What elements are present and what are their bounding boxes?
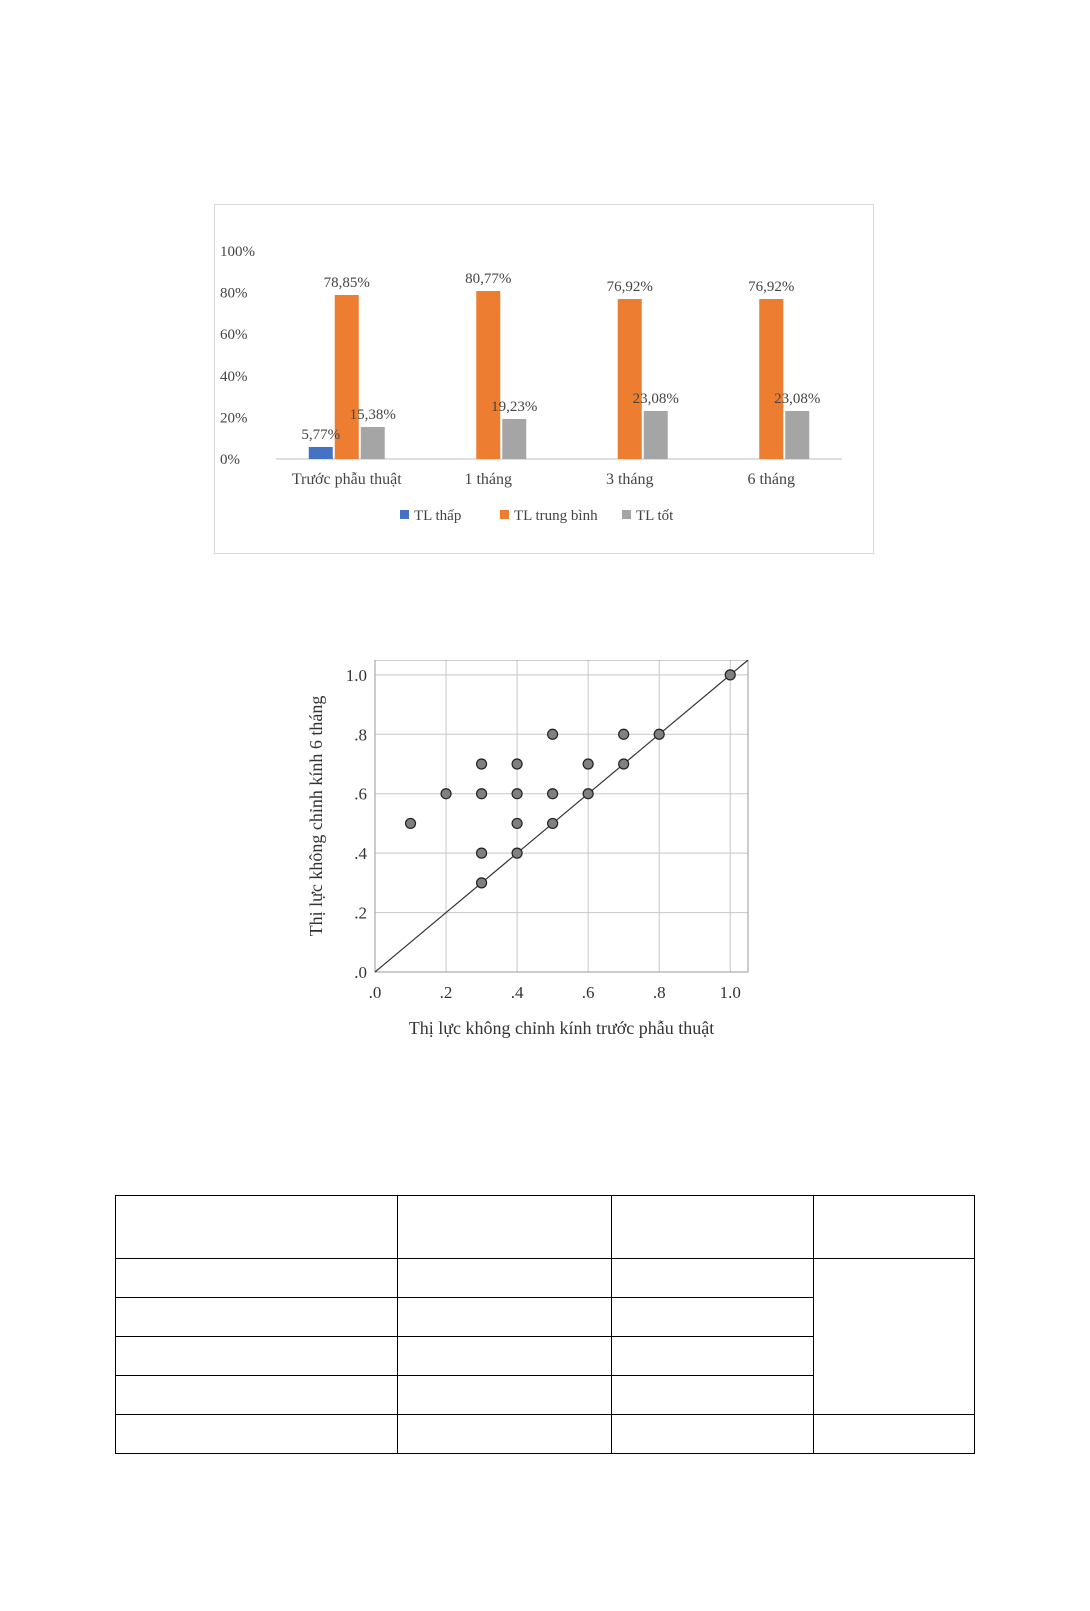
bar-data-label: 15,38% xyxy=(349,407,396,424)
bar xyxy=(361,427,385,459)
scatter-point xyxy=(512,789,522,799)
scatter-x-tick-label: .6 xyxy=(581,983,595,1002)
table-cell xyxy=(116,1337,398,1376)
table-cell xyxy=(612,1415,814,1454)
scatter-point xyxy=(477,789,487,799)
scatter-point xyxy=(512,759,522,769)
bar xyxy=(785,411,809,459)
scatter-x-tick-label: 1.0 xyxy=(719,983,741,1002)
legend-swatch xyxy=(400,510,409,519)
bar xyxy=(759,299,783,459)
scatter-point xyxy=(619,759,629,769)
scatter-x-tick-label: .8 xyxy=(652,983,666,1002)
scatter-point xyxy=(512,848,522,858)
scatter-point xyxy=(477,848,487,858)
legend-label: TL trung bình xyxy=(514,508,598,524)
scatter-y-tick-label: .4 xyxy=(354,844,367,864)
scatter-x-tick-label: .4 xyxy=(510,983,524,1002)
bar-y-tick-label: 100% xyxy=(220,244,255,260)
bar-y-tick-label: 20% xyxy=(220,410,248,427)
table-row xyxy=(116,1415,975,1454)
scatter-point xyxy=(477,759,487,769)
bar-x-tick-label: 3 tháng xyxy=(605,471,654,488)
data-table xyxy=(115,1195,975,1454)
table-cell xyxy=(116,1259,398,1298)
bar-data-label: 19,23% xyxy=(491,399,538,416)
legend-swatch xyxy=(500,510,509,519)
table-cell xyxy=(398,1415,612,1454)
table-cell xyxy=(612,1337,814,1376)
bar-data-label: 23,08% xyxy=(774,390,821,407)
scatter-y-tick-label: .2 xyxy=(354,903,367,923)
table-cell xyxy=(612,1259,814,1298)
table-cell xyxy=(116,1415,398,1454)
scatter-point xyxy=(725,670,735,680)
bar-y-tick-label: 0% xyxy=(220,452,240,468)
scatter-point xyxy=(619,729,629,739)
bar xyxy=(309,447,333,459)
scatter-point xyxy=(406,818,416,828)
table-row xyxy=(116,1259,975,1298)
bar-x-tick-label: 1 tháng xyxy=(464,471,513,488)
legend-label: TL tốt xyxy=(636,508,674,524)
table-cell xyxy=(814,1415,975,1454)
scatter-x-axis-label: Thị lực không chỉnh kính trước phẫu thuật xyxy=(408,1018,715,1038)
table-header-row xyxy=(116,1196,975,1259)
table-cell-merged xyxy=(814,1259,975,1415)
bar-y-tick-label: 80% xyxy=(220,285,248,302)
bar-data-label: 78,85% xyxy=(323,274,370,291)
table-cell xyxy=(398,1298,612,1337)
bar-data-label: 5,77% xyxy=(301,426,341,443)
scatter-point xyxy=(583,789,593,799)
table-cell xyxy=(612,1196,814,1259)
scatter-point xyxy=(512,818,522,828)
table-cell xyxy=(398,1196,612,1259)
scatter-point xyxy=(654,729,664,739)
bar xyxy=(502,419,526,459)
scatter-y-tick-label: .8 xyxy=(354,725,367,745)
bar-y-tick-label: 60% xyxy=(220,327,248,344)
scatter-x-tick-label: .0 xyxy=(368,983,382,1002)
scatter-point xyxy=(441,789,451,799)
bar-data-label: 80,77% xyxy=(465,270,512,287)
table-cell xyxy=(116,1376,398,1415)
scatter-point xyxy=(548,729,558,739)
scatter-y-tick-label: .6 xyxy=(354,784,367,804)
bar-x-tick-label: 6 tháng xyxy=(747,471,796,488)
scatter-point xyxy=(548,818,558,828)
bar-x-tick-label: Trước phẫu thuật xyxy=(291,471,402,488)
scatter-point xyxy=(583,759,593,769)
table-cell xyxy=(116,1196,398,1259)
table-cell xyxy=(398,1337,612,1376)
scatter-point xyxy=(477,878,487,888)
bar xyxy=(476,291,500,459)
table-cell xyxy=(814,1196,975,1259)
bar-data-label: 23,08% xyxy=(632,390,679,407)
scatter-y-tick-label: 1.0 xyxy=(345,665,367,685)
table-cell xyxy=(116,1298,398,1337)
scatter-y-tick-label: .0 xyxy=(354,963,367,982)
legend-swatch xyxy=(622,510,631,519)
bar xyxy=(644,411,668,459)
bar-y-tick-label: 40% xyxy=(220,368,248,385)
scatter-chart xyxy=(300,660,780,1070)
bar-data-label: 76,92% xyxy=(748,279,795,296)
bar xyxy=(618,299,642,459)
scatter-point xyxy=(548,789,558,799)
reference-line xyxy=(375,660,748,972)
table-cell xyxy=(398,1376,612,1415)
bar-data-label: 76,92% xyxy=(606,279,653,296)
legend-label: TL thấp xyxy=(414,508,462,524)
scatter-y-axis-label: Thị lực không chỉnh kính 6 tháng xyxy=(306,695,326,937)
table-cell xyxy=(398,1259,612,1298)
scatter-x-tick-label: .2 xyxy=(439,983,453,1002)
table-cell xyxy=(612,1376,814,1415)
table-cell xyxy=(612,1298,814,1337)
bar-chart xyxy=(214,204,874,554)
